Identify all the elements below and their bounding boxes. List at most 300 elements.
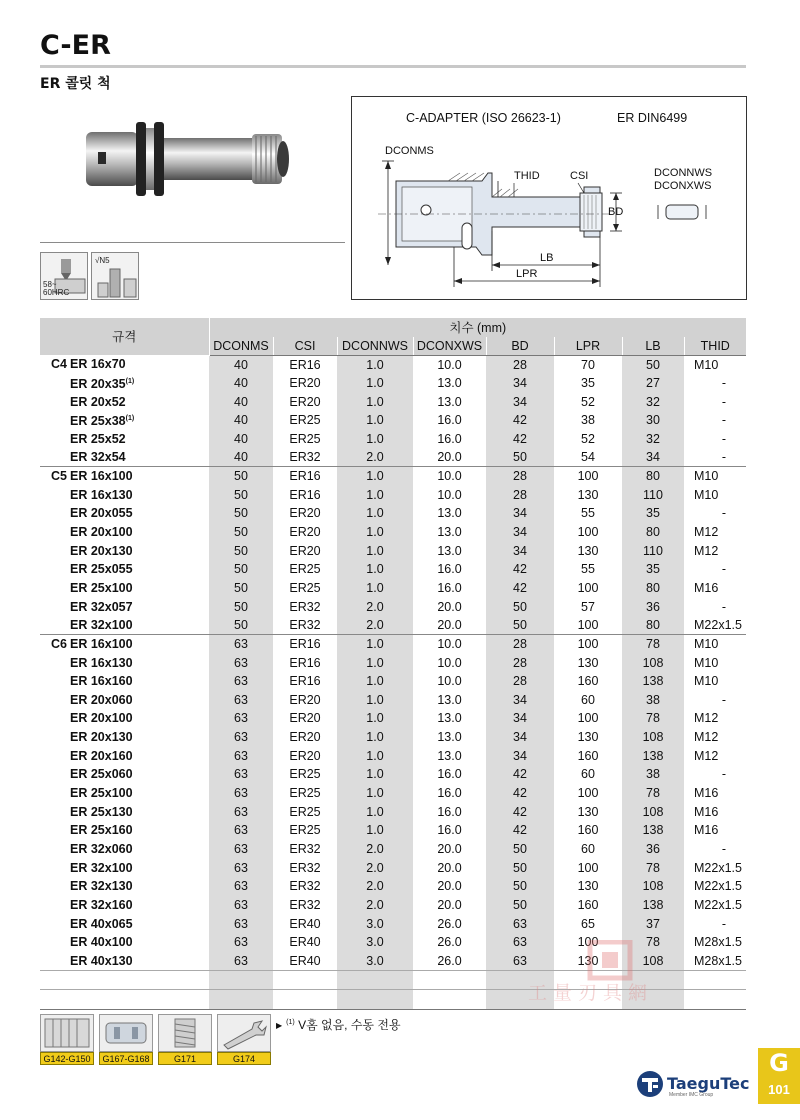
designation-text: ER 25x100 — [70, 786, 133, 801]
designation-cell — [70, 430, 209, 449]
value-cell-lb: 30 — [622, 411, 684, 430]
footnote-marker: (1) — [286, 1019, 295, 1026]
table-row — [40, 523, 746, 542]
value-cell-csi: ER16 — [289, 674, 321, 689]
group-cell — [40, 374, 70, 393]
value-cell-dconnws: 1.0 — [337, 728, 413, 747]
value-cell-dconms: 40 — [209, 355, 273, 374]
group-cell — [40, 858, 70, 877]
value-cell-bd: 34 — [486, 504, 554, 523]
designation-cell — [70, 560, 209, 579]
group-cell — [40, 952, 70, 971]
table-row — [40, 560, 746, 579]
group-cell — [40, 709, 70, 728]
designation-text: ER 16x70 — [70, 357, 126, 372]
value-cell-lb: 138 — [622, 896, 684, 915]
group-cell — [40, 784, 70, 803]
value-cell-bd: 28 — [486, 467, 554, 486]
value-cell-lb: 78 — [622, 635, 684, 654]
value-cell-lpr: 55 — [581, 562, 595, 577]
value-cell-dconnws: 2.0 — [337, 840, 413, 859]
value-cell-dconxws: 20.0 — [437, 618, 462, 633]
value-cell-lpr: 160 — [577, 823, 599, 838]
designation-cell — [70, 392, 209, 411]
value-cell-dconnws: 1.0 — [337, 504, 413, 523]
value-cell-thid: M12 — [694, 730, 719, 745]
value-cell-dconnws: 1.0 — [337, 355, 413, 374]
value-cell-thid: - — [721, 413, 727, 428]
value-cell-thid: M10 — [694, 655, 719, 670]
value-cell-lpr: 130 — [577, 953, 599, 968]
designation-cell — [70, 840, 209, 859]
value-cell-dconxws: 13.0 — [437, 506, 462, 521]
value-cell-dconnws: 2.0 — [337, 448, 413, 467]
group-cell: C6 — [40, 635, 70, 654]
table-row — [40, 765, 746, 784]
reference-wrench[interactable] — [217, 1014, 271, 1066]
value-cell-dconnws: 2.0 — [337, 877, 413, 896]
value-cell-dconms: 63 — [209, 635, 273, 654]
value-cell-lb: 108 — [622, 653, 684, 672]
value-cell-dconxws: 20.0 — [437, 879, 462, 894]
value-cell-thid: - — [721, 767, 727, 782]
value-cell-lb: 27 — [622, 374, 684, 393]
table-row — [40, 541, 746, 560]
value-cell-dconxws: 16.0 — [437, 804, 462, 819]
table-row — [40, 784, 746, 803]
group-cell — [40, 430, 70, 449]
value-cell-thid: - — [721, 841, 727, 856]
reference-clamping-nuts[interactable] — [99, 1014, 153, 1066]
table-row — [40, 691, 746, 710]
value-cell-thid: M22x1.5 — [694, 618, 742, 633]
value-cell-csi: ER32 — [289, 599, 321, 614]
value-cell-bd: 50 — [486, 896, 554, 915]
group-cell — [40, 877, 70, 896]
surface-finish-icon — [91, 252, 139, 300]
column-header: LPR — [554, 337, 622, 355]
value-cell-thid: M10 — [694, 357, 719, 372]
section-letter: G — [769, 1049, 789, 1077]
designation-cell — [70, 784, 209, 803]
value-cell-dconnws: 1.0 — [337, 392, 413, 411]
value-cell-thid: - — [721, 431, 727, 446]
reference-stop-screws[interactable] — [158, 1014, 212, 1066]
value-cell-dconxws: 16.0 — [437, 562, 462, 577]
value-cell-lpr: 65 — [581, 916, 595, 931]
value-cell-dconnws: 1.0 — [337, 765, 413, 784]
table-row — [40, 448, 746, 467]
designation-text: ER 20x130 — [70, 543, 133, 558]
value-cell-dconms: 63 — [209, 933, 273, 952]
designation-cell — [70, 709, 209, 728]
value-cell-dconxws: 10.0 — [437, 674, 462, 689]
value-cell-dconnws: 2.0 — [337, 597, 413, 616]
value-cell-dconms: 63 — [209, 914, 273, 933]
designation-text: ER 20x055 — [70, 506, 133, 521]
designation-cell — [70, 746, 209, 765]
value-cell-thid: M10 — [684, 467, 746, 486]
designation-text: ER 16x160 — [70, 674, 133, 689]
value-cell-dconms: 50 — [209, 504, 273, 523]
footnote-ref: (1) — [125, 377, 135, 385]
designation-cell — [70, 821, 209, 840]
designation-text: ER 25x100 — [70, 581, 133, 595]
value-cell-thid: M28x1.5 — [694, 935, 742, 950]
value-cell-csi: ER40 — [289, 916, 321, 931]
value-cell-dconms: 50 — [209, 597, 273, 616]
group-cell — [40, 616, 70, 635]
table-row — [40, 392, 746, 411]
dim-label-lb: LB — [540, 252, 554, 264]
empty-cell — [684, 989, 746, 1009]
value-cell-dconnws: 1.0 — [337, 411, 413, 430]
value-cell-dconnws: 1.0 — [337, 746, 413, 765]
footnote-ref: (1) — [125, 415, 135, 423]
designation-text: ER 32x160 — [70, 897, 133, 912]
designation-text: ER 40x130 — [70, 953, 133, 968]
wrench-thumbnail-icon — [217, 1014, 271, 1052]
value-cell-lpr: 55 — [581, 506, 595, 521]
spec-table-body — [40, 355, 746, 1009]
value-cell-dconnws: 1.0 — [337, 579, 413, 598]
value-cell-csi: ER25 — [289, 581, 321, 595]
value-cell-dconms: 63 — [209, 802, 273, 821]
value-cell-dconms: 63 — [209, 877, 273, 896]
designation-text: ER 25x130 — [70, 804, 133, 819]
value-cell-lb: 32 — [622, 430, 684, 449]
value-cell-dconxws: 13.0 — [437, 711, 462, 726]
dim-label-csi: CSI — [570, 170, 589, 182]
group-cell — [40, 691, 70, 710]
value-cell-thid: M12 — [694, 748, 719, 763]
value-cell-thid: M28x1.5 — [694, 953, 742, 968]
value-cell-dconnws: 1.0 — [337, 467, 413, 486]
value-cell-bd: 50 — [486, 877, 554, 896]
group-cell — [40, 765, 70, 784]
value-cell-thid: - — [721, 562, 727, 577]
page-subtitle: ER 콜릿 척 — [40, 76, 111, 92]
value-cell-thid: M22x1.5 — [694, 860, 742, 875]
value-cell-dconxws: 10.0 — [437, 655, 462, 670]
table-row — [40, 896, 746, 915]
designation-text: ER 20x100 — [70, 711, 133, 726]
value-cell-csi: ER25 — [289, 431, 321, 446]
value-cell-csi: ER25 — [289, 823, 321, 838]
value-cell-bd: 42 — [486, 802, 554, 821]
watermark — [490, 940, 670, 1010]
value-cell-thid: M12 — [694, 711, 719, 726]
value-cell-dconms: 50 — [209, 523, 273, 542]
value-cell-dconxws: 16.0 — [437, 581, 462, 595]
value-cell-csi: ER16 — [289, 487, 321, 502]
value-cell-thid: - — [721, 450, 727, 465]
value-cell-dconxws: 20.0 — [437, 450, 462, 465]
value-cell-dconxws: 16.0 — [437, 786, 462, 801]
table-row — [40, 858, 746, 877]
value-cell-thid: M16 — [694, 823, 719, 838]
triangle-bullet-icon: ▶ — [276, 1021, 283, 1030]
footnote-text: V홈 없음, 수동 전용 — [298, 1018, 401, 1032]
value-cell-dconnws: 1.0 — [337, 560, 413, 579]
value-cell-lb: 34 — [622, 448, 684, 467]
value-cell-lpr: 100 — [577, 618, 599, 633]
value-cell-csi: ER32 — [289, 450, 321, 465]
brand-logo — [636, 1070, 748, 1098]
value-cell-bd: 50 — [486, 840, 554, 859]
group-cell — [40, 896, 70, 915]
group-cell — [40, 802, 70, 821]
designation-text: ER 25x160 — [70, 823, 133, 838]
designation-text: ER 16x130 — [70, 487, 133, 502]
value-cell-csi: ER25 — [289, 804, 321, 819]
value-cell-csi: ER25 — [289, 786, 321, 801]
value-cell-lb: 35 — [622, 560, 684, 579]
value-cell-thid: - — [721, 506, 727, 521]
dim-label-dconnws: DCONNWS — [654, 167, 713, 179]
table-row — [40, 821, 746, 840]
dimensions-header: 치수 (mm) — [209, 318, 746, 337]
value-cell-bd: 50 — [486, 858, 554, 877]
value-cell-thid: - — [721, 916, 727, 931]
value-cell-bd: 42 — [486, 411, 554, 430]
value-cell-dconms: 63 — [209, 691, 273, 710]
value-cell-lb: 108 — [622, 952, 684, 971]
value-cell-lb: 32 — [622, 392, 684, 411]
value-cell-dconxws: 16.0 — [437, 823, 462, 838]
value-cell-dconnws: 1.0 — [337, 635, 413, 654]
photo-divider — [40, 242, 345, 243]
designation-cell — [70, 896, 209, 915]
value-cell-csi: ER20 — [289, 748, 321, 763]
value-cell-bd: 28 — [486, 355, 554, 374]
value-cell-dconnws: 1.0 — [337, 672, 413, 691]
collet-thumbnail-icon — [40, 1014, 94, 1052]
empty-cell — [209, 970, 273, 989]
value-cell-lpr: 60 — [581, 767, 595, 782]
value-cell-thid: M10 — [694, 674, 719, 689]
value-cell-csi: ER16 — [289, 655, 321, 670]
value-cell-dconnws: 2.0 — [337, 858, 413, 877]
value-cell-dconxws: 10.0 — [413, 467, 486, 486]
designation-header: 규격 — [40, 318, 209, 355]
table-row — [40, 914, 746, 933]
table-row — [40, 672, 746, 691]
designation-cell — [70, 541, 209, 560]
value-cell-bd: 28 — [486, 635, 554, 654]
table-row — [40, 635, 746, 654]
value-cell-bd: 42 — [486, 579, 554, 598]
value-cell-csi: ER20 — [289, 375, 321, 390]
designation-cell — [70, 914, 209, 933]
adapter-standard-label: C-ADAPTER (ISO 26623-1) — [406, 111, 561, 125]
designation-text: ER 32x100 — [70, 618, 133, 633]
value-cell-lb: 78 — [622, 709, 684, 728]
designation-cell — [70, 635, 209, 654]
value-cell-dconnws: 1.0 — [337, 430, 413, 449]
value-cell-dconnws: 3.0 — [337, 952, 413, 971]
value-cell-dconms: 50 — [209, 541, 273, 560]
value-cell-dconxws: 26.0 — [437, 953, 462, 968]
dim-label-dconxws: DCONXWS — [654, 180, 712, 192]
value-cell-lb: 36 — [622, 840, 684, 859]
group-cell — [40, 821, 70, 840]
value-cell-csi: ER20 — [289, 525, 321, 540]
value-cell-lb: 37 — [622, 914, 684, 933]
value-cell-dconxws: 20.0 — [437, 860, 462, 875]
designation-cell — [70, 355, 209, 374]
page-title: C-ER — [40, 30, 111, 61]
column-header: THID — [684, 337, 746, 355]
group-cell — [40, 485, 70, 504]
value-cell-dconnws: 2.0 — [337, 616, 413, 635]
value-cell-lpr: 130 — [577, 487, 599, 502]
value-cell-dconnws: 1.0 — [337, 709, 413, 728]
value-cell-dconms: 63 — [209, 840, 273, 859]
value-cell-dconnws: 1.0 — [337, 784, 413, 803]
value-cell-dconms: 50 — [209, 560, 273, 579]
value-cell-bd: 34 — [486, 728, 554, 747]
designation-text: ER 25x055 — [70, 562, 133, 577]
value-cell-thid: M16 — [694, 581, 719, 595]
value-cell-lpr: 57 — [581, 599, 595, 614]
designation-text: ER 20x130 — [70, 730, 133, 745]
designation-text: ER 20x160 — [70, 748, 133, 763]
empty-cell — [273, 989, 337, 1009]
value-cell-lb: 110 — [622, 541, 684, 560]
designation-cell — [70, 802, 209, 821]
value-cell-dconms: 50 — [209, 616, 273, 635]
designation-cell — [70, 952, 209, 971]
value-cell-lpr: 100 — [577, 935, 599, 950]
designation-cell — [70, 374, 209, 393]
value-cell-lpr: 160 — [577, 674, 599, 689]
surface-finish-label: √N5 — [95, 256, 110, 265]
value-cell-dconms: 63 — [209, 653, 273, 672]
group-cell — [40, 914, 70, 933]
screw-thumbnail-icon — [158, 1014, 212, 1052]
value-cell-csi: ER32 — [289, 879, 321, 894]
group-cell — [40, 653, 70, 672]
column-header: CSI — [273, 337, 337, 355]
group-cell — [40, 933, 70, 952]
value-cell-csi: ER32 — [289, 860, 321, 875]
table-row — [40, 467, 746, 486]
value-cell-dconnws: 1.0 — [337, 691, 413, 710]
value-cell-lb: 50 — [622, 355, 684, 374]
value-cell-dconms: 63 — [209, 728, 273, 747]
designation-cell — [70, 448, 209, 467]
value-cell-lb: 108 — [622, 728, 684, 747]
table-row — [40, 728, 746, 747]
column-header: DCONXWS — [413, 337, 486, 355]
value-cell-csi: ER40 — [289, 935, 321, 950]
value-cell-dconxws: 13.0 — [437, 394, 462, 409]
column-header: LB — [622, 337, 684, 355]
value-cell-lb: 78 — [622, 933, 684, 952]
value-cell-lpr: 130 — [577, 730, 599, 745]
value-cell-lb: 80 — [622, 523, 684, 542]
value-cell-lb: 38 — [622, 765, 684, 784]
value-cell-dconxws: 20.0 — [437, 841, 462, 856]
designation-cell — [70, 691, 209, 710]
value-cell-bd: 50 — [486, 597, 554, 616]
reference-label: G174 — [217, 1052, 271, 1065]
value-cell-csi: ER32 — [289, 897, 321, 912]
value-cell-lpr: 60 — [581, 692, 595, 707]
value-cell-lb: 36 — [622, 597, 684, 616]
designation-text: ER 25x38 — [70, 414, 126, 429]
value-cell-lpr: 130 — [577, 655, 599, 670]
value-cell-dconnws: 1.0 — [337, 653, 413, 672]
designation-text: ER 20x35 — [70, 376, 126, 391]
value-cell-dconxws: 16.0 — [437, 413, 462, 428]
value-cell-bd: 28 — [486, 485, 554, 504]
table-row — [40, 430, 746, 449]
value-cell-lb: 35 — [622, 504, 684, 523]
group-cell — [40, 523, 70, 542]
value-cell-csi: ER16 — [273, 635, 337, 654]
dim-label-lpr: LPR — [516, 268, 538, 280]
value-cell-dconxws: 13.0 — [437, 692, 462, 707]
value-cell-dconxws: 10.0 — [437, 487, 462, 502]
value-cell-dconnws: 1.0 — [337, 485, 413, 504]
group-cell — [40, 392, 70, 411]
value-cell-csi: ER20 — [289, 506, 321, 521]
value-cell-lpr: 100 — [577, 711, 599, 726]
value-cell-dconms: 63 — [209, 672, 273, 691]
table-row — [40, 597, 746, 616]
value-cell-dconxws: 13.0 — [437, 375, 462, 390]
hardness-label: 58~ 60HRC — [43, 280, 70, 297]
value-cell-lpr: 100 — [577, 786, 599, 801]
value-cell-bd: 28 — [486, 672, 554, 691]
value-cell-csi: ER20 — [289, 730, 321, 745]
designation-cell — [70, 579, 209, 598]
reference-collets[interactable] — [40, 1014, 94, 1066]
value-cell-csi: ER25 — [289, 767, 321, 782]
designation-text: ER 20x060 — [70, 692, 133, 707]
group-cell — [40, 448, 70, 467]
value-cell-thid: - — [721, 692, 727, 707]
value-cell-lpr: 52 — [581, 394, 595, 409]
group-cell — [40, 597, 70, 616]
value-cell-thid: - — [721, 394, 727, 409]
group-cell — [40, 840, 70, 859]
value-cell-lb: 38 — [622, 691, 684, 710]
designation-cell — [70, 728, 209, 747]
value-cell-bd: 63 — [486, 952, 554, 971]
value-cell-bd: 28 — [486, 653, 554, 672]
designation-cell — [70, 485, 209, 504]
table-row — [40, 877, 746, 896]
value-cell-bd: 50 — [486, 448, 554, 467]
title-divider — [40, 65, 746, 68]
empty-cell — [684, 970, 746, 989]
table-row — [40, 746, 746, 765]
empty-cell — [209, 989, 273, 1009]
value-cell-lb: 138 — [622, 821, 684, 840]
value-cell-thid: M22x1.5 — [694, 897, 742, 912]
value-cell-csi: ER32 — [289, 841, 321, 856]
brand-name: TaeguTec — [667, 1074, 750, 1093]
designation-cell — [70, 411, 209, 430]
column-header: DCONMS — [209, 337, 273, 355]
group-cell — [40, 728, 70, 747]
value-cell-dconms: 63 — [209, 765, 273, 784]
value-cell-lb: 78 — [622, 858, 684, 877]
reference-label: G167-G168 — [99, 1052, 153, 1065]
